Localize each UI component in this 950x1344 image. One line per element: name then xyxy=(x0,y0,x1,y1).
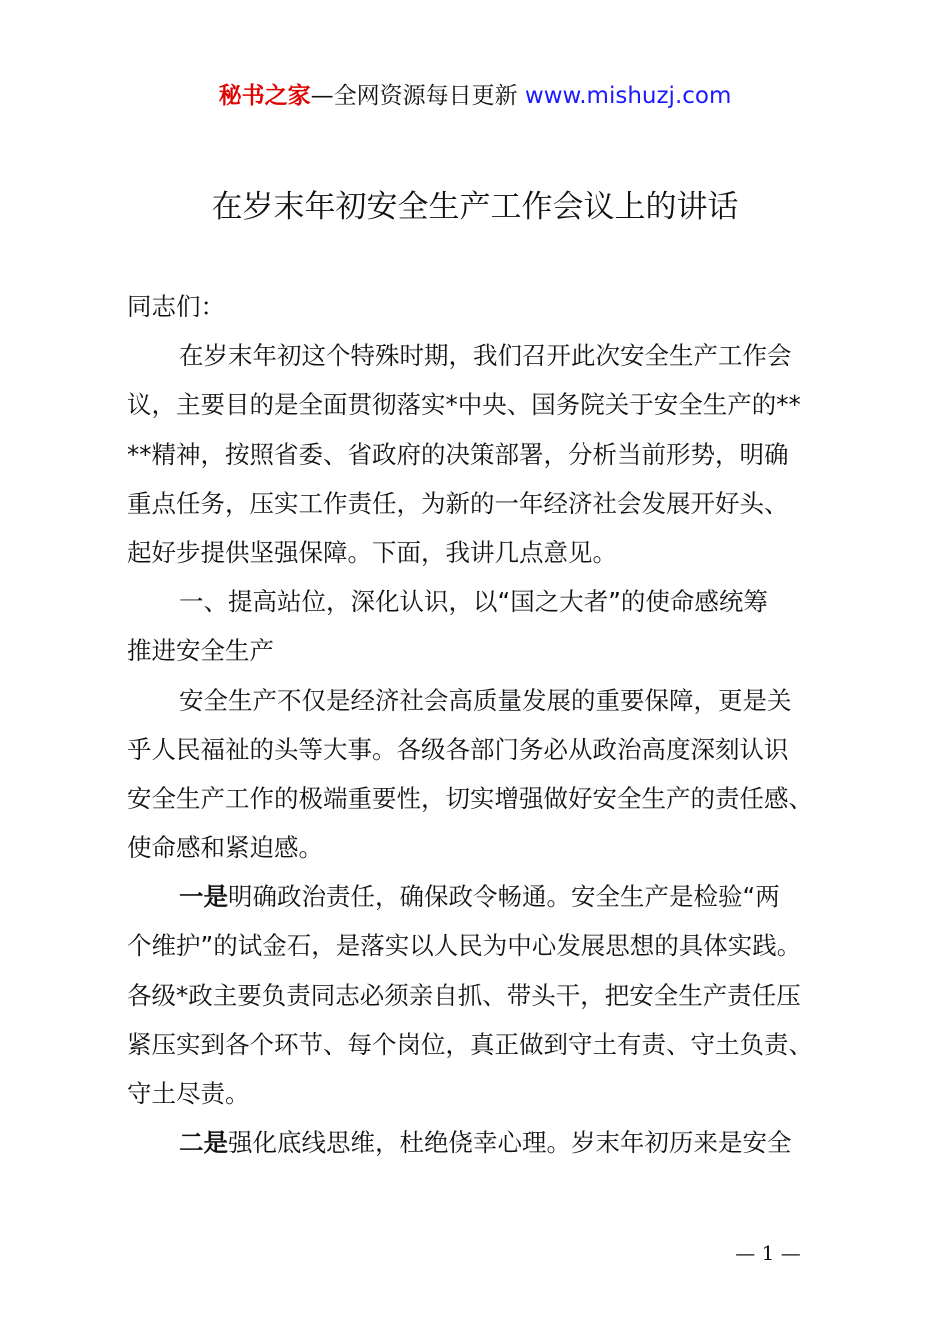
paragraph-line: 个维护”的试金石，是落实以人民为中心发展思想的具体实践。 xyxy=(127,931,802,961)
bold-lead: 一是 xyxy=(179,882,228,912)
site-header xyxy=(0,80,950,112)
paragraph-line: 安全生产不仅是经济社会高质量发展的重要保障，更是关 xyxy=(179,685,792,715)
section-heading-line: 一、提高站位，深化认识，以“国之大者”的使命感统筹 xyxy=(179,587,768,617)
section-heading-line: 推进安全生产 xyxy=(127,636,274,666)
paragraph-line: **精神，按照省委、省政府的决策部署，分析当前形势，明确 xyxy=(127,439,789,469)
document-body xyxy=(127,282,847,1167)
salutation: 同志们： xyxy=(127,292,225,321)
paragraph-line: 紧压实到各个环节、每个岗位，真正做到守土有责、守土负责、 xyxy=(127,1029,813,1059)
paragraph-line-first xyxy=(127,872,847,921)
paragraph-text: 明确政治责任，确保政令畅通。安全生产是检验“两 xyxy=(228,882,780,912)
brand-name: 秘书之家 xyxy=(218,83,311,109)
paragraph-line: 安全生产工作的极端重要性，切实增强做好安全生产的责任感、 xyxy=(127,783,813,813)
header-tagline: —全网资源每日更新 xyxy=(310,83,525,109)
paragraph-line: 议，主要目的是全面贯彻落实*中央、国务院关于安全生产的** xyxy=(127,390,801,420)
paragraph-line: 在岁末年初这个特殊时期，我们召开此次安全生产工作会 xyxy=(179,341,792,371)
page-number: — 1 — xyxy=(735,1241,801,1265)
paragraph-line: 乎人民福祉的头等大事。各级各部门务必从政治高度深刻认识 xyxy=(127,734,789,764)
document-title: 在岁末年初安全生产工作会议上的讲话 xyxy=(211,189,739,225)
paragraph-line-second xyxy=(127,1118,847,1167)
paragraph-line: 起好步提供坚强保障。下面，我讲几点意见。 xyxy=(127,537,617,567)
paragraph-text: 强化底线思维，杜绝侥幸心理。岁末年初历来是安全 xyxy=(228,1128,792,1158)
paragraph-line: 守土尽责。 xyxy=(127,1079,250,1108)
paragraph-line: 重点任务，压实工作责任，为新的一年经济社会发展开好头、 xyxy=(127,488,789,518)
paragraph-line: 使命感和紧迫感。 xyxy=(127,833,323,863)
bold-lead: 二是 xyxy=(179,1128,228,1158)
paragraph-line: 各级*政主要负责同志必须亲自抓、带头干，把安全生产责任压 xyxy=(127,980,801,1010)
site-url-link[interactable]: www.mishuzj.com xyxy=(524,83,732,109)
